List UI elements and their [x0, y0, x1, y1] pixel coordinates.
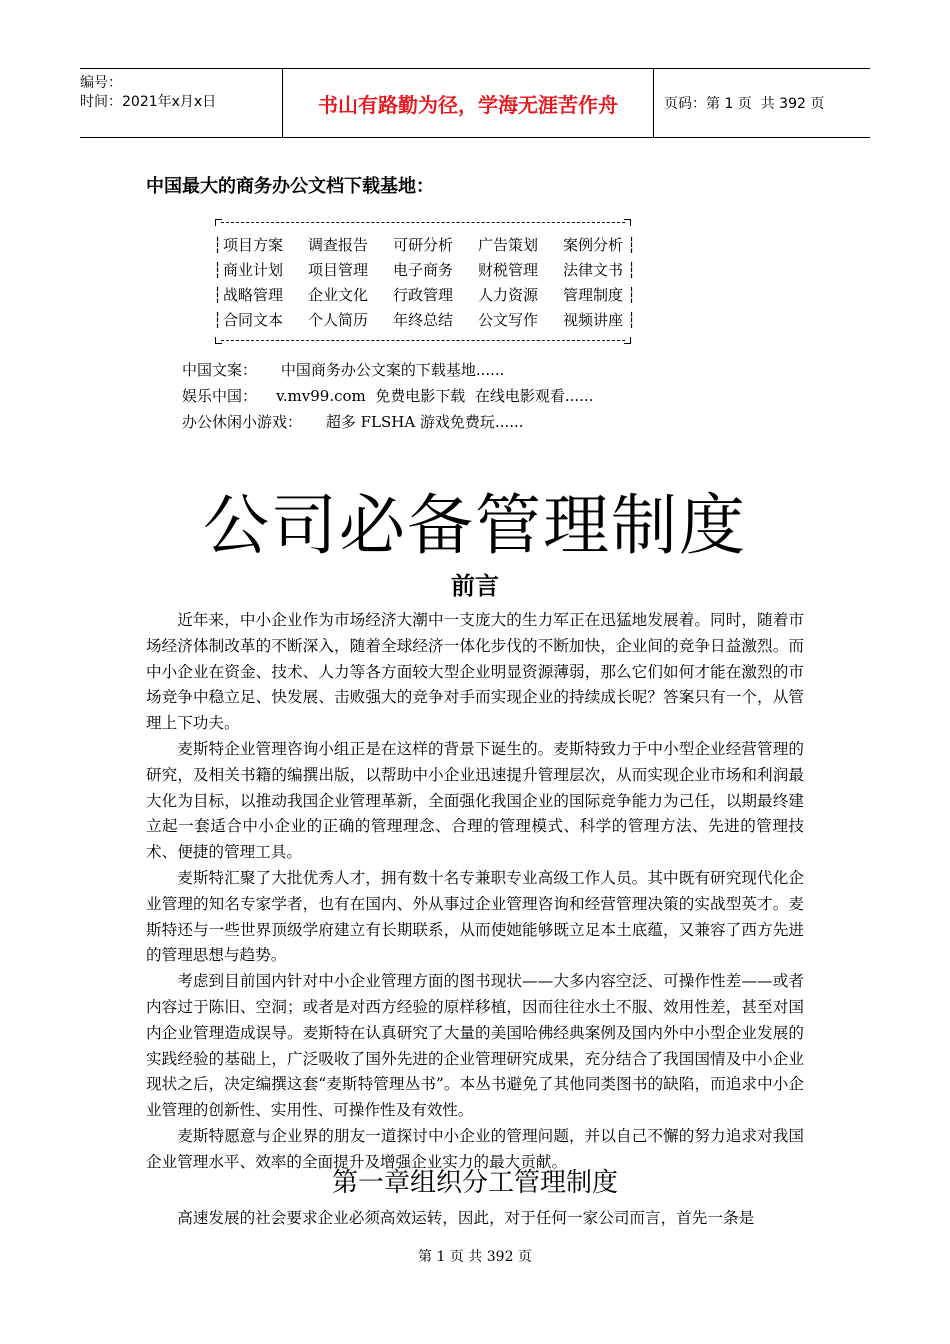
- category-row: ┆ 商业计划 项目管理 电子商务 财税管理 法律文书 ┆: [213, 260, 637, 279]
- paragraph: 考虑到目前国内针对中小企业管理方面的图书现状——大多内容空泛、可操作性差——或者内容过于陈旧、空洞；或者是对西方经验的原样移植，因而往往水土不服、效用性差，甚至对国内企业管理造成误导。麦斯特在认真研究了大量的美国哈佛经典案例及国内外中小型企业发展的实践经验的基础上，广泛吸收了国外先进的企业管理研究成果，充分结合了我国国情及中小企业现状之后，决定编撰这套“麦斯特管理丛书”。本丛书避免了其他同类图书的缺陷，而追求中小企业管理的创新性、实用性、可操作性及有效性。: [146, 972, 804, 1120]
- category-link[interactable]: 项目方案: [223, 236, 284, 254]
- number-label: 编号：: [80, 75, 122, 91]
- box-bottom-border: [221, 340, 625, 341]
- category-box: [213, 216, 637, 348]
- header-motto: 书山有路勤为径，学海无涯苦作舟: [282, 69, 654, 137]
- category-link[interactable]: 视频讲座: [562, 311, 623, 329]
- category-link[interactable]: 可研分析: [392, 236, 453, 254]
- paragraph: 麦斯特汇聚了大批优秀人才，拥有数十名专兼职专业高级工作人员。其中既有研究现代化企业管理的知名专家学者，也有在国内、外从事过企业管理咨询和经营管理决策的实战型英才。麦斯特还与一些世界顶级学府建立有长期联系，从而使她能够既立足本土底蕴，又兼容了西方先进的管理思想与趋势。: [146, 868, 804, 965]
- category-link[interactable]: 电子商务: [392, 261, 453, 279]
- category-link[interactable]: 调查报告: [307, 236, 368, 254]
- paragraph: 麦斯特企业管理咨询小组正是在这样的背景下诞生的。麦斯特致力于中小型企业经营管理的研究，及相关书籍的编撰出版，以帮助中小企业迅速提升管理层次，从而实现企业市场和利润最大化为目标，以推动我国企业管理革新，全面强化我国企业的国际竞争能力为己任，以期最终建立起一套适合中小企业的正确的管理理念、合理的管理模式、科学的管理方法、先进的管理技术、便捷的管理工具。: [146, 739, 804, 862]
- category-link[interactable]: 个人简历: [307, 311, 368, 329]
- category-link[interactable]: 企业文化: [307, 286, 368, 304]
- category-link[interactable]: 财税管理: [477, 261, 538, 279]
- preface-heading: 前言: [451, 572, 499, 600]
- category-link[interactable]: 公文写作: [477, 311, 538, 329]
- category-link[interactable]: 项目管理: [307, 261, 368, 279]
- paragraph: 麦斯特愿意与企业界的朋友一道探讨中小企业的管理问题，并以自己不懈的努力追求对我国企业管理水平、效率的全面提升及增强企业实力的最大贡献。: [146, 1126, 804, 1171]
- paragraph: 近年来，中小企业作为市场经济大潮中一支庞大的生力军正在迅猛地发展着。同时，随着市场经济体制改革的不断深入，随着全球经济一体化步伐的不断加快，企业间的竞争日益激烈。而中小企业在资金、技术、人力等各方面较大型企业明显资源薄弱，那么它们如何才能在激烈的市场竞争中稳立足、快发展、击败强大的竞争对手而实现企业的持续成长呢？答案只有一个，从管理上下功夫。: [146, 611, 804, 733]
- header-page-info-cell: [664, 69, 870, 137]
- promo-link-wenan[interactable]: 中国文案： 中国商务办公文案的下载基地......: [182, 361, 505, 379]
- chapter-heading: 第一章组织分工管理制度: [331, 1168, 618, 1198]
- category-link[interactable]: 商业计划: [223, 261, 284, 279]
- category-link[interactable]: 案例分析: [562, 236, 623, 254]
- preface-body: [146, 608, 804, 1176]
- promo-link-games[interactable]: 办公休闲小游戏： 超多 FLSHA 游戏免费玩......: [182, 413, 524, 431]
- category-row: ┆ 战略管理 企业文化 行政管理 人力资源 管理制度 ┆: [213, 285, 637, 304]
- category-link[interactable]: 人力资源: [477, 286, 538, 304]
- category-link[interactable]: 战略管理: [223, 286, 284, 304]
- category-link[interactable]: 合同文本: [223, 311, 284, 329]
- page-footer: 第 1 页 共 392 页: [418, 1249, 532, 1265]
- category-link[interactable]: 广告策划: [477, 236, 538, 254]
- category-link[interactable]: 法律文书: [562, 261, 623, 279]
- document-title: 公司必备管理制度: [203, 487, 747, 564]
- chapter-first-line: 高速发展的社会要求企业必须高效运转，因此，对于任何一家公司而言，首先一条是: [177, 1209, 755, 1227]
- promo-link-yule[interactable]: 娱乐中国： v.mv99.com 免费电影下载 在线电影观看......: [182, 387, 594, 405]
- category-link[interactable]: 年终总结: [392, 311, 453, 329]
- header-table: [80, 68, 870, 138]
- category-link[interactable]: 管理制度: [562, 286, 623, 304]
- category-row: ┆ 项目方案 调查报告 可研分析 广告策划 案例分析 ┆: [213, 235, 637, 254]
- promo-links: [182, 357, 593, 435]
- time-label: 时间：2021年x月x日: [80, 94, 217, 110]
- box-top-border: [221, 222, 625, 223]
- page-info: 页码：第 1 页 共 392 页: [664, 96, 825, 112]
- category-link[interactable]: 行政管理: [392, 286, 453, 304]
- category-row: ┆ 合同文本 个人简历 年终总结 公文写作 视频讲座 ┆: [213, 310, 637, 329]
- site-subtitle: 中国最大的商务办公文档下载基地：: [146, 176, 434, 197]
- header-meta-cell: [80, 69, 280, 137]
